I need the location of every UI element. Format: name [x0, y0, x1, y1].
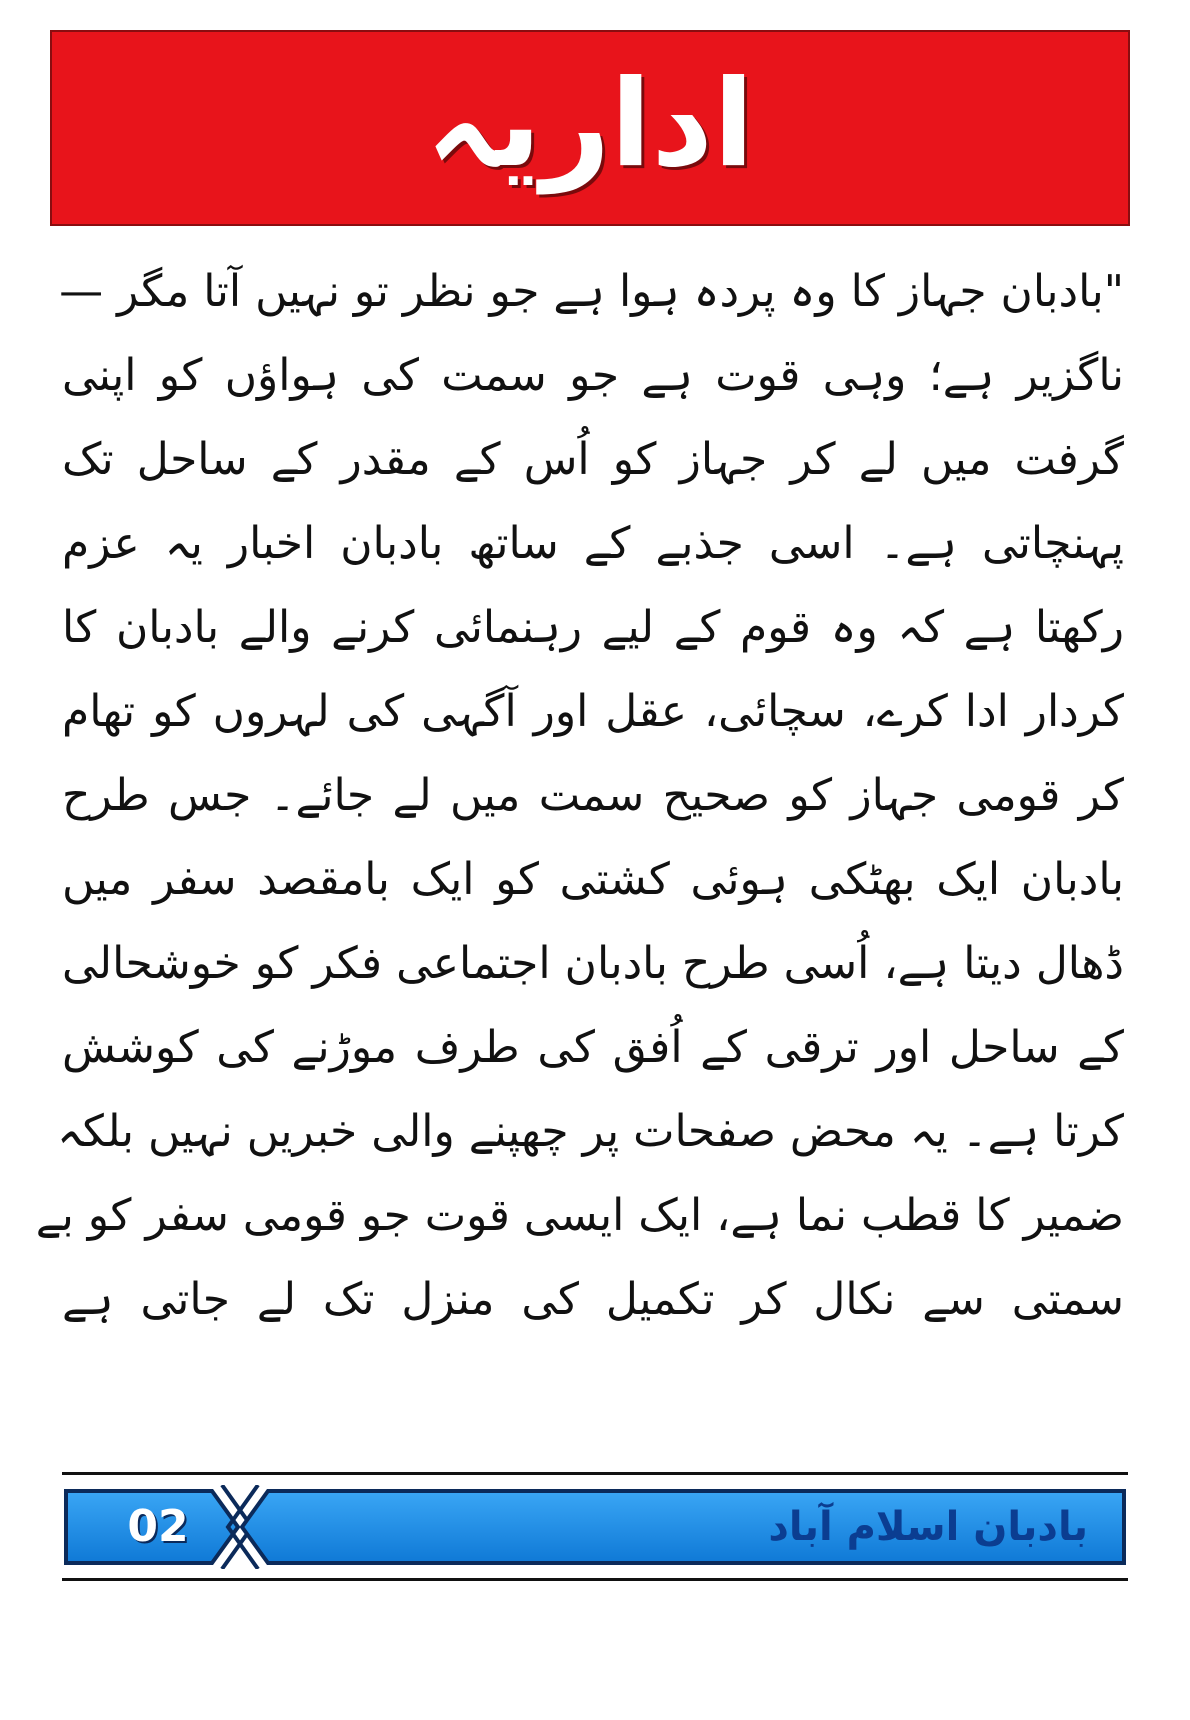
text-line: پہنچاتی ہے۔ اسی جذبے کے ساتھ بادبان اخبار یہ عزم [62, 518, 1124, 569]
footer-top-rule [62, 1472, 1128, 1475]
text-line: ناگزیر ہے؛ وہی قوت ہے جو سمت کی ہواؤں کو اپنی [62, 350, 1124, 401]
footer-band [62, 1485, 1128, 1569]
title-banner [50, 30, 1130, 226]
text-line: سمتی سے نکال کر تکمیل کی منزل تک لے جاتی ہے [62, 1274, 1124, 1325]
text-line: ڈھال دیتا ہے، اُسی طرح بادبان اجتماعی فکر کو خوشحالی [62, 938, 1124, 989]
page-number: 02 [127, 1501, 189, 1552]
text-line: بادبان ایک بھٹکی ہوئی کشتی کو ایک بامقصد سفر میں [62, 854, 1124, 905]
text-line: گرفت میں لے کر جہاز کو اُس کے مقدر کے ساحل تک [62, 434, 1124, 485]
text-line: کے ساحل اور ترقی کے اُفق کی طرف موڑنے کی کوشش [62, 1022, 1124, 1073]
text-line: ضمیر کا قطب نما ہے، ایک ایسی قوت جو قومی سفر کو بے [35, 1190, 1124, 1241]
text-line: رکھتا ہے کہ وہ قوم کے لیے رہنمائی کرنے والے بادبان کا [62, 602, 1124, 653]
page-title: اداریہ [425, 55, 755, 194]
footer-bottom-rule [62, 1578, 1128, 1581]
text-line: کردار ادا کرے، سچائی، عقل اور آگہی کی لہروں کو تھام [62, 686, 1124, 737]
text-line: "بادبان جہاز کا وہ پردہ ہوا ہے جو نظر تو نہیں آتا مگر — [59, 266, 1124, 317]
text-line: کر قومی جہاز کو صحیح سمت میں لے جائے۔ جس طرح [62, 770, 1124, 821]
publication-name: بادبان اسلام آباد [768, 1504, 1088, 1550]
text-line: کرتا ہے۔ یہ محض صفحات پر چھپنے والی خبریں نہیں بلکہ [57, 1106, 1124, 1157]
